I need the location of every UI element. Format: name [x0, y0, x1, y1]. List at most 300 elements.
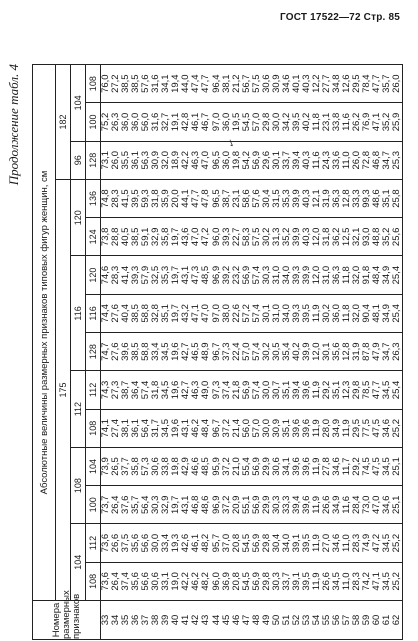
table-cell: 37,5: [121, 524, 131, 562]
row-number: 58: [352, 601, 362, 640]
table-cell: 20,0: [171, 179, 181, 217]
table-cell: 54,5: [242, 524, 252, 562]
table-cell: 91,8: [362, 256, 372, 294]
table-cell: 57,5: [252, 218, 262, 256]
table-cell: 43,1: [181, 409, 191, 447]
table-cell: 29,2: [352, 447, 362, 485]
table-cell: 32,5: [151, 256, 161, 294]
table-cell: 34,1: [282, 447, 292, 485]
table-cell: 35,7: [131, 486, 141, 524]
table-cell: 96,9: [212, 256, 222, 294]
table-cell: 34,5: [382, 562, 392, 600]
table-cell: 22,4: [232, 333, 242, 371]
table-cell: 26,0: [352, 141, 362, 179]
row-number: 38: [151, 601, 161, 640]
table-cell: 31,8: [322, 218, 332, 256]
table-cell: 30,2: [262, 333, 272, 371]
height-header: 175: [56, 179, 71, 600]
table-cell: 59,3: [141, 179, 151, 217]
bust-header: 112: [71, 371, 86, 448]
table-cell: 11,9: [342, 409, 352, 447]
table-cell: 47,2: [372, 524, 382, 562]
table-cell: 26,6: [322, 486, 332, 524]
table-cell: 57,3: [141, 447, 151, 485]
table-cell: 30,5: [272, 333, 282, 371]
table-cell: 47,3: [191, 256, 201, 294]
table-cell: 27,8: [322, 447, 332, 485]
table-cell: 47,8: [201, 179, 211, 217]
table-cell: 57,4: [141, 371, 151, 409]
table-cell: 39,4: [292, 371, 302, 409]
table-cell: 47,7: [201, 65, 211, 103]
table-cell: 43,1: [181, 256, 191, 294]
table-cell: 39,2: [222, 256, 232, 294]
hip-header: 108: [86, 562, 101, 600]
table-cell: 34,2: [282, 103, 292, 141]
table-cell: 40,3: [302, 218, 312, 256]
table-cell: 40,3: [302, 65, 312, 103]
table-cell: 74,7: [101, 333, 112, 371]
row-number: 50: [272, 601, 282, 640]
bust-header: 108: [71, 447, 86, 524]
table-cell: 19,6: [171, 409, 181, 447]
bust-header: 104: [71, 524, 86, 601]
table-cell: 39,6: [121, 333, 131, 371]
table-cell: 48,5: [201, 256, 211, 294]
row-number: 37: [141, 601, 151, 640]
table-cell: 19,6: [171, 333, 181, 371]
table-cell: 30,1: [272, 141, 282, 179]
table-cell: 74,5: [362, 447, 372, 485]
table-row: [392, 65, 403, 640]
table-cell: 38,5: [131, 218, 141, 256]
table-cell: 30,4: [262, 179, 272, 217]
table-cell: 12,0: [312, 333, 322, 371]
table-cell: 47,0: [372, 486, 382, 524]
table-cell: 37,2: [222, 486, 232, 524]
table-cell: 47,7: [191, 179, 201, 217]
table-cell: 26,3: [392, 333, 403, 371]
table-cell: 38,1: [121, 409, 131, 447]
row-number: 57: [342, 601, 352, 640]
table-cell: 19,8: [171, 447, 181, 485]
table-cell: 19,0: [171, 562, 181, 600]
table-cell: 11,8: [342, 256, 352, 294]
table-cell: 73,7: [101, 486, 112, 524]
row-number: 41: [181, 601, 191, 640]
table-cell: 11,0: [342, 562, 352, 600]
table-cell: 39,9: [292, 179, 302, 217]
row-number: 42: [191, 601, 201, 640]
table-cell: 34,7: [382, 333, 392, 371]
table-cell: 74,6: [101, 256, 112, 294]
table-cell: 74,9: [362, 524, 372, 562]
table-cell: 42,2: [181, 141, 191, 179]
table-cell: 35,1: [282, 409, 292, 447]
row-number: 33: [101, 601, 112, 640]
table-cell: 56,9: [252, 562, 262, 600]
hip-header: 136: [86, 179, 101, 217]
table-cell: 73,1: [101, 141, 112, 179]
table-cell: 39,9: [292, 218, 302, 256]
table-cell: 27,0: [322, 524, 332, 562]
table-cell: 29,8: [262, 562, 272, 600]
table-cell: 11,6: [342, 103, 352, 141]
table-cell: 34,5: [382, 524, 392, 562]
table-cell: 35,9: [161, 179, 171, 217]
table-cell: 30,7: [272, 371, 282, 409]
table-cell: 97,0: [212, 103, 222, 141]
table-cell: 39,5: [302, 562, 312, 600]
table-cell: 73,8: [101, 218, 112, 256]
table-cell: 23,1: [232, 179, 242, 217]
row-number: 36: [131, 601, 141, 640]
table-cell: 30,9: [272, 65, 282, 103]
table-cell: 33,6: [332, 141, 342, 179]
table-cell: 40,2: [302, 103, 312, 141]
table-cell: 47,2: [201, 218, 211, 256]
table-cell: 90,4: [362, 294, 372, 332]
table-cell: 32,8: [151, 294, 161, 332]
table-cell: 48,9: [201, 333, 211, 371]
table-cell: 78,5: [362, 371, 372, 409]
table-cell: 73,0: [362, 486, 372, 524]
table-cell: 57,0: [252, 103, 262, 141]
table-cell: 12,2: [312, 65, 322, 103]
table-cell: 35,6: [332, 333, 342, 371]
table-cell: 57,5: [252, 65, 262, 103]
table-cell: 41,4: [121, 256, 131, 294]
table-cell: 34,9: [382, 256, 392, 294]
table-cell: 74,4: [101, 294, 112, 332]
table-cell: 35,1: [161, 294, 171, 332]
table-cell: 39,6: [302, 486, 312, 524]
table-cell: 74,2: [362, 562, 372, 600]
table-cell: 54,2: [242, 141, 252, 179]
table-cell: 33,4: [161, 524, 171, 562]
table-cell: 57,2: [242, 294, 252, 332]
table-cell: 12,3: [342, 371, 352, 409]
check-mark: ✓: [225, 137, 240, 150]
table-cell: 57,6: [141, 65, 151, 103]
table-cell: 26,4: [111, 562, 121, 600]
table-cell: 22,7: [232, 218, 242, 256]
table-cell: 30,3: [272, 486, 282, 524]
table-caption: Продолжение табл. 4: [6, 64, 21, 186]
table-cell: 76,0: [101, 65, 112, 103]
table-cell: 39,6: [292, 447, 302, 485]
table-cell: 55,1: [242, 486, 252, 524]
bust-header: 120: [71, 179, 86, 256]
table-cell: 56,9: [252, 141, 262, 179]
table-cell: 57,6: [252, 179, 262, 217]
table-cell: 34,6: [332, 524, 342, 562]
table-cell: 58,8: [141, 294, 151, 332]
table-cell: 57,9: [141, 256, 151, 294]
table-cell: 37,4: [121, 562, 131, 600]
table-cell: 30,0: [262, 409, 272, 447]
table-cell: 34,5: [382, 371, 392, 409]
table-cell: 58,8: [141, 333, 151, 371]
table-cell: 27,6: [111, 294, 121, 332]
table-cell: 22,6: [232, 294, 242, 332]
table-cell: 32,0: [161, 141, 171, 179]
table-cell: 11,7: [342, 447, 352, 485]
table-cell: 25,1: [392, 486, 403, 524]
table-cell: 23,2: [232, 256, 242, 294]
table-cell: 38,5: [131, 65, 141, 103]
row-number: 62: [392, 601, 403, 640]
table-cell: 36,0: [131, 103, 141, 141]
table-cell: 31,6: [151, 103, 161, 141]
table-cell: 43,2: [181, 294, 191, 332]
row-number: 47: [242, 601, 252, 640]
page-header: ГОСТ 17522—72 Стр. 85: [280, 12, 400, 23]
table-cell: 25,2: [392, 524, 403, 562]
table-cell: 57,4: [252, 333, 262, 371]
table-cell: 28,0: [322, 409, 332, 447]
table-cell: 34,5: [161, 371, 171, 409]
hip-header: 100: [86, 486, 101, 524]
table-cell: 31,9: [322, 179, 332, 217]
table-cell: 96,5: [212, 179, 222, 217]
table-cell: 25,6: [392, 218, 403, 256]
row-number: 48: [252, 601, 262, 640]
table-cell: 39,1: [292, 524, 302, 562]
measurements-table: [32, 64, 403, 640]
table-cell: 32,9: [151, 218, 161, 256]
table-cell: 58,6: [242, 179, 252, 217]
table-cell: 39,3: [292, 294, 302, 332]
table-cell: 33,4: [151, 333, 161, 371]
table-cell: 34,8: [332, 65, 342, 103]
table-cell: 30,1: [262, 294, 272, 332]
table-cell: 42,6: [181, 524, 191, 562]
table-cell: 26,0: [111, 141, 121, 179]
table-cell: 37,2: [222, 447, 232, 485]
table-cell: 37,7: [121, 447, 131, 485]
table-cell: 28,3: [111, 256, 121, 294]
table-cell: 25,2: [392, 562, 403, 600]
table-cell: 49,0: [201, 371, 211, 409]
table-cell: 43,1: [181, 486, 191, 524]
table-row: [201, 65, 211, 640]
table-cell: 42,2: [181, 562, 191, 600]
table-cell: 40,4: [121, 294, 131, 332]
table-cell: 47,7: [372, 65, 382, 103]
table-cell: 36,3: [332, 256, 342, 294]
table-cell: 34,1: [161, 65, 171, 103]
table-cell: 46,2: [191, 562, 201, 600]
table-cell: 59,1: [141, 218, 151, 256]
table-cell: 30,9: [272, 409, 282, 447]
row-number: 53: [302, 601, 312, 640]
table-cell: 47,0: [191, 218, 201, 256]
table-cell: 33,8: [161, 447, 171, 485]
table-cell: 41,5: [121, 179, 131, 217]
table-cell: 38,5: [131, 294, 141, 332]
table-cell: 48,2: [201, 562, 211, 600]
table-cell: 48,4: [201, 409, 211, 447]
table-cell: 46,1: [191, 103, 201, 141]
table-cell: 28,3: [352, 562, 362, 600]
table-cell: 31,8: [151, 371, 161, 409]
hip-header: 100: [86, 103, 101, 141]
table-cell: 34,0: [282, 294, 292, 332]
table-cell: 25,1: [392, 447, 403, 485]
table-cell: 96,7: [212, 333, 222, 371]
table-cell: 35,1: [282, 371, 292, 409]
table-cell: 11,9: [312, 562, 322, 600]
table-cell: 38,5: [131, 333, 141, 371]
table-cell: 26,2: [352, 103, 362, 141]
table-cell: 93,0: [362, 218, 372, 256]
table-cell: 12,1: [312, 179, 322, 217]
table-cell: 33,7: [282, 141, 292, 179]
table-cell: 25,8: [392, 179, 403, 217]
table-cell: 39,5: [292, 103, 302, 141]
table-cell: 35,3: [282, 179, 292, 217]
table-cell: 11,9: [312, 447, 322, 485]
table-cell: 40,3: [302, 141, 312, 179]
table-cell: 11,8: [342, 294, 352, 332]
table-cell: 19,5: [232, 103, 242, 141]
row-number: 56: [332, 601, 342, 640]
table-cell: 34,5: [332, 562, 342, 600]
table-cell: 74,8: [101, 179, 112, 217]
table-cell: 19,4: [171, 65, 181, 103]
table-cell: 39,5: [302, 294, 312, 332]
table-cell: 30,1: [322, 333, 332, 371]
table-cell: 33,8: [332, 103, 342, 141]
table-cell: 56,4: [141, 409, 151, 447]
table-cell: 29,2: [322, 371, 332, 409]
table-cell: 47,1: [372, 562, 382, 600]
table-cell: 95,9: [212, 447, 222, 485]
table-cell: 35,2: [382, 218, 392, 256]
table-cell: 25,4: [392, 371, 403, 409]
table-cell: 47,4: [191, 65, 201, 103]
table-cell: 34,5: [382, 447, 392, 485]
table-cell: 32,0: [352, 294, 362, 332]
table-cell: 78,4: [362, 65, 372, 103]
table-cell: 38,5: [121, 65, 131, 103]
table-cell: 25,2: [392, 409, 403, 447]
table-cell: 31,0: [272, 294, 282, 332]
table-cell: 46,3: [191, 371, 201, 409]
table-cell: 39,6: [302, 447, 312, 485]
table-cell: 36,3: [332, 179, 342, 217]
table-cell: 57,4: [252, 256, 262, 294]
table-cell: 27,2: [111, 65, 121, 103]
table-cell: 73,6: [101, 562, 112, 600]
bust-header: 96: [71, 141, 86, 179]
table-title: Абсолютные величины размерных признаков типовых фигур женщин, см: [33, 65, 56, 601]
table-cell: 19,3: [171, 524, 181, 562]
row-number: 40: [171, 601, 181, 640]
table-cell: 39,5: [302, 524, 312, 562]
table-cell: 26,5: [111, 447, 121, 485]
row-number: 44: [212, 601, 222, 640]
table-cell: 11,9: [312, 524, 322, 562]
row-number: 49: [262, 601, 272, 640]
table-cell: 96,9: [212, 486, 222, 524]
table-cell: 44,0: [181, 65, 191, 103]
table-cell: 12,5: [342, 218, 352, 256]
table-cell: 96,7: [212, 409, 222, 447]
bust-header: 104: [71, 65, 86, 142]
table-cell: 35,3: [161, 256, 171, 294]
table-cell: 57,4: [252, 371, 262, 409]
table-cell: 37,6: [121, 486, 131, 524]
table-cell: 32,0: [352, 256, 362, 294]
table-cell: 11,6: [312, 141, 322, 179]
table-cell: 30,9: [151, 141, 161, 179]
table-cell: 47,5: [372, 447, 382, 485]
table-cell: 34,7: [382, 141, 392, 179]
table-cell: 39,6: [302, 371, 312, 409]
bust-header: 116: [71, 256, 86, 371]
table-cell: 43,6: [181, 218, 191, 256]
table-cell: 46,6: [191, 447, 201, 485]
table-cell: 12,6: [342, 65, 352, 103]
table-cell: 29,8: [262, 524, 272, 562]
row-number: 51: [282, 601, 292, 640]
table-cell: 34,6: [382, 486, 392, 524]
row-number: 46: [232, 601, 242, 640]
table-cell: 19,7: [171, 486, 181, 524]
table-cell: 48,5: [201, 447, 211, 485]
hip-header: 112: [86, 371, 101, 409]
row-number: 60: [372, 601, 382, 640]
table-cell: 56,9: [242, 371, 252, 409]
row-number: 35: [121, 601, 131, 640]
table-cell: 42,7: [181, 333, 191, 371]
table-cell: 35,1: [382, 179, 392, 217]
table-cell: 34,6: [382, 409, 392, 447]
table-cell: 56,6: [141, 562, 151, 600]
table-cell: 32,9: [161, 486, 171, 524]
table-cell: 56,7: [242, 65, 252, 103]
table-cell: 36,2: [332, 218, 342, 256]
table-cell: 39,3: [131, 256, 141, 294]
table-cell: 73,9: [101, 447, 112, 485]
table-cell: 56,9: [252, 447, 262, 485]
table-cell: 56,4: [141, 486, 151, 524]
table-cell: 37,2: [222, 409, 232, 447]
table-cell: 39,5: [131, 179, 141, 217]
table-cell: 30,3: [272, 562, 282, 600]
table-cell: 19,6: [171, 371, 181, 409]
table-cell: 38,7: [222, 179, 232, 217]
table-cell: 19,8: [232, 141, 242, 179]
table-cell: 35,4: [282, 333, 292, 371]
table-cell: 97,0: [212, 294, 222, 332]
table-cell: 31,0: [322, 256, 332, 294]
table-cell: 38,0: [222, 294, 232, 332]
table-cell: 46,3: [191, 141, 201, 179]
row-number: 59: [362, 601, 372, 640]
table-cell: 96,0: [212, 562, 222, 600]
table-cell: 40,2: [292, 333, 302, 371]
table-cell: 30,6: [151, 447, 161, 485]
table-cell: 74,3: [101, 371, 112, 409]
table-cell: 20,9: [232, 486, 242, 524]
table-cell: 97,3: [212, 371, 222, 409]
table-cell: 47,5: [372, 409, 382, 447]
table-cell: 27,3: [111, 371, 121, 409]
table-cell: 87,8: [362, 333, 372, 371]
